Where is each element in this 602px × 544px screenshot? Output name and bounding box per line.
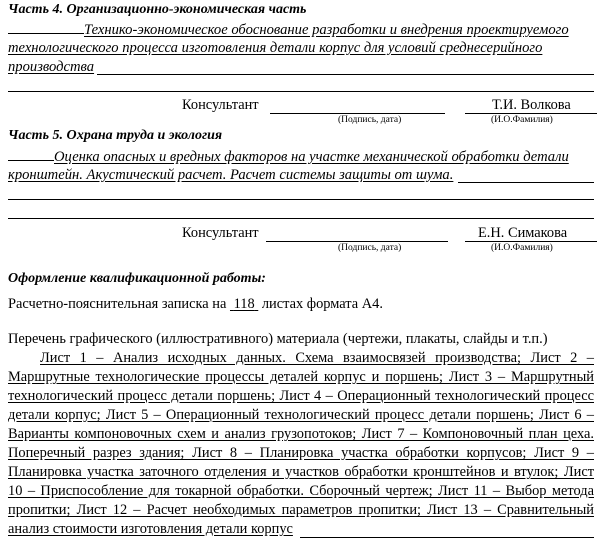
graphics-line-2: Маршрутные технологические процессы деталей корпус и поршень; Лист 3 – Маршрутный: [8, 369, 594, 385]
part5-name-caption: (И.О.Фамилия): [491, 243, 553, 253]
graphics-line-10: анализ стоимости изготовления детали корпус: [8, 521, 293, 537]
graphics-fill-rule: [300, 537, 594, 538]
graphics-line-1: Лист 1 – Анализ исходных данных. Схема взаимосвязей производства; Лист 2 –: [40, 350, 594, 366]
part4-consultant-label: Консультант: [182, 97, 259, 113]
graphics-intro: Перечень графического (иллюстративного) материала (чертежи, плакаты, слайды и т.п.): [8, 331, 548, 347]
graphics-line-3: технологический процесс детали поршень; Лист 4 – Операционный технологический процесс: [8, 388, 594, 404]
part5-consultant-name: Е.Н. Симакова: [478, 225, 568, 241]
part4-line-3: производства: [8, 59, 95, 75]
part4-line-2: технологического процесса изготовления детали корпус для условий среднесерийного: [8, 40, 543, 56]
part4-name-line: [465, 113, 597, 114]
part5-line-1: Оценка опасных и вредных факторов на участке механической обработки детали: [8, 148, 569, 166]
part5-fill-rule: [458, 182, 594, 183]
part5-signature-line: [266, 241, 448, 242]
graphics-line-5: Варианты компоновочных схем и анализ грузопотоков; Лист 7 – Компоновочный план цеха.: [8, 426, 594, 442]
part4-consultant-name: Т.И. Волкова: [492, 97, 571, 113]
part5-heading: Часть 5. Охрана труда и экология: [8, 128, 223, 143]
part4-fill-rule: [97, 74, 594, 75]
part5-signature-caption: (Подпись, дата): [338, 243, 402, 253]
part5-blank-rule-2: [8, 218, 594, 219]
formatting-note: Расчетно-пояснительная записка на 118 листах формата А4.: [8, 296, 383, 312]
graphics-line-8: 10 – Приспособление для токарной обработки. Сборочный чертеж; Лист 11 – Выбор метода: [8, 483, 594, 499]
part5-blank-rule-1: [8, 199, 594, 200]
part4-signature-caption: (Подпись, дата): [338, 115, 402, 125]
sheet-count: 118: [233, 296, 255, 312]
part5-line-2: кронштейн. Акустический расчет. Расчет системы защиты от шума.: [8, 167, 454, 183]
part4-blank-rule: [8, 91, 594, 92]
part4-signature-line: [270, 113, 445, 114]
graphics-line-7: Планировка участка заточного отделения и участков обработки кронштейнов и втулок; Лист: [8, 464, 594, 480]
part4-name-caption: (И.О.Фамилия): [491, 115, 553, 125]
part5-consultant-label: Консультант: [182, 225, 259, 241]
graphics-line-9: пропитки; Лист 12 – Расчет необходимых параметров пропитки; Лист 13 – Сравнительный: [8, 502, 594, 518]
graphics-line-4: детали корпус; Лист 5 – Операционный технологический процесс детали поршень; Лист 6 –: [8, 407, 594, 423]
part4-line-1: Технико-экономическое обоснование разработки и внедрения проектируемого: [8, 21, 569, 39]
part4-heading: Часть 4. Организационно-экономическая часть: [8, 2, 307, 17]
part5-name-line: [465, 241, 597, 242]
formatting-heading: Оформление квалификационной работы:: [8, 271, 266, 286]
graphics-line-6: Поперечный разрез здания; Лист 8 – Планировка участка обработки корпусов; Лист 9 –: [8, 445, 594, 461]
